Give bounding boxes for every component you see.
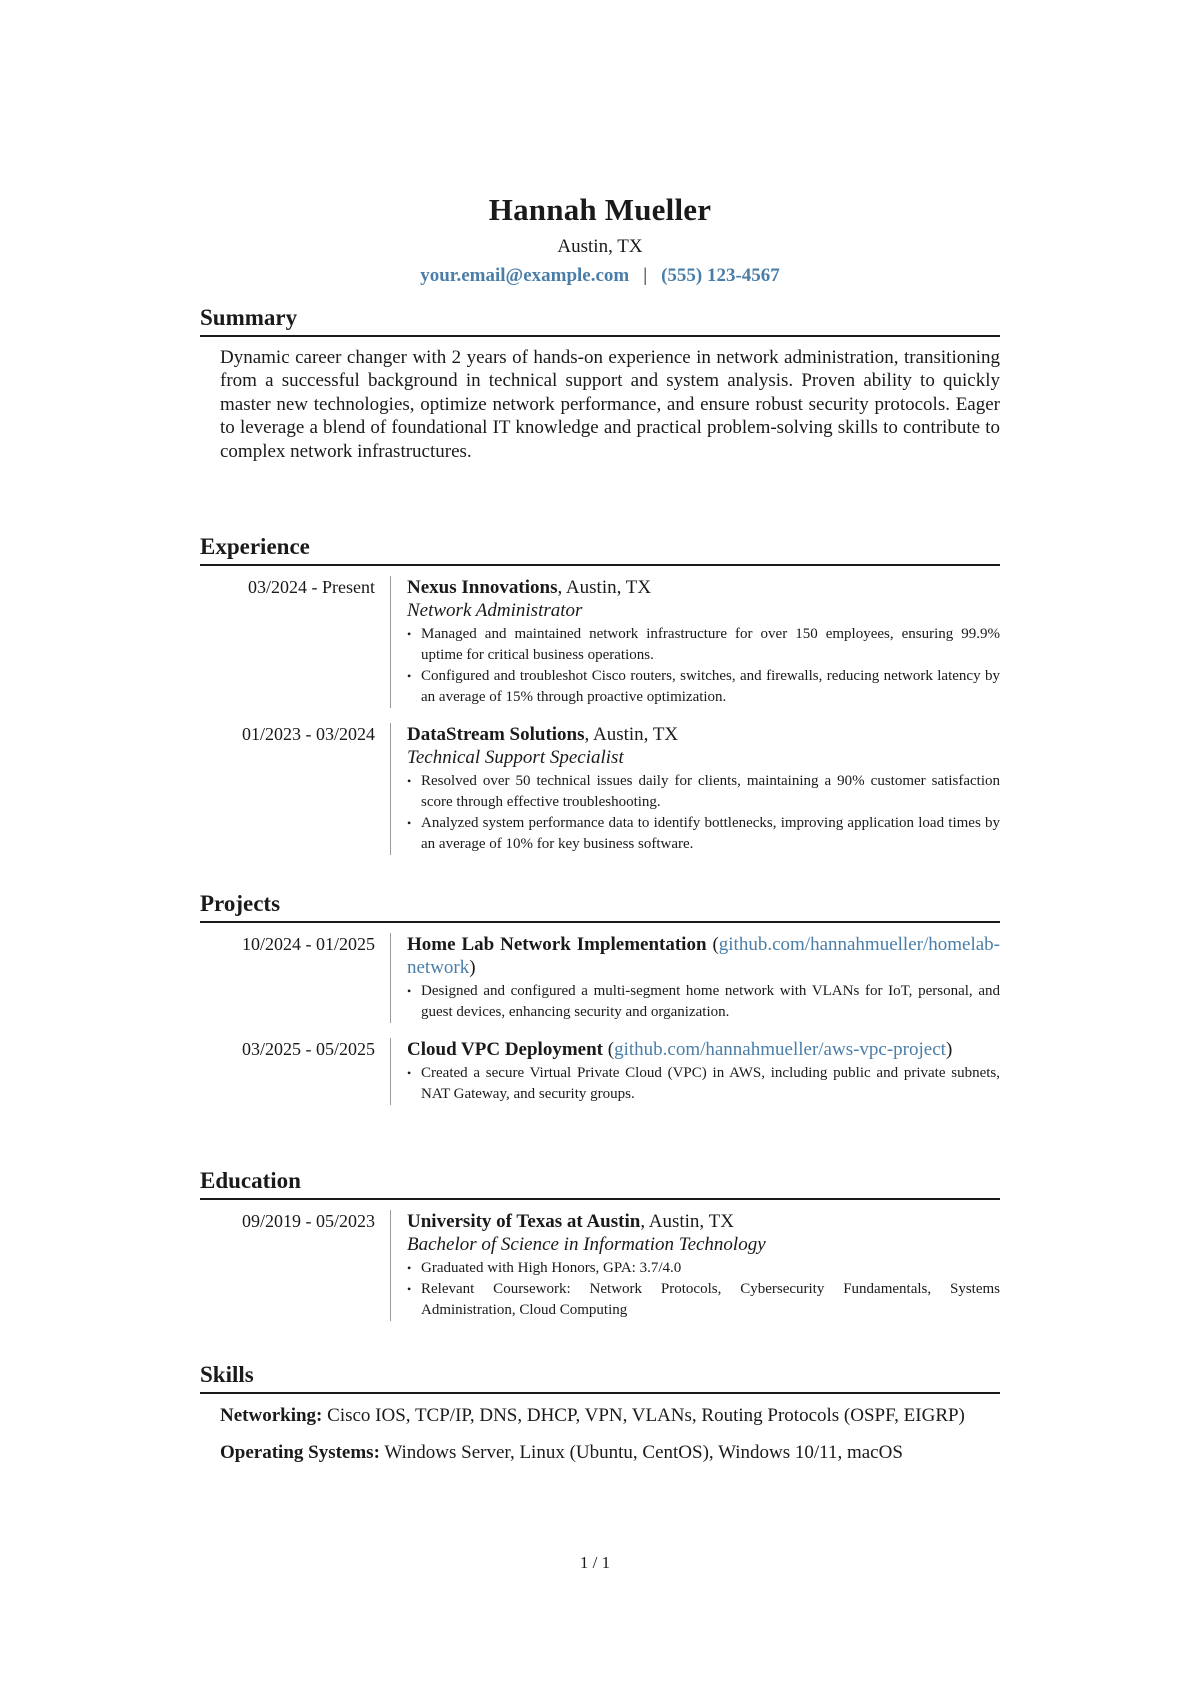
- entry-dates: 03/2024 - Present: [248, 577, 375, 597]
- experience-section: [200, 532, 1000, 855]
- education-entry: [200, 1210, 1000, 1321]
- project-name: Home Lab Network Implementation: [407, 934, 707, 955]
- experience-entry: [200, 723, 1000, 855]
- entry-dates: 09/2019 - 05/2023: [242, 1211, 375, 1231]
- bullet-item: • Relevant Coursework: Network Protocols, Cybersecurity Fundamentals, Systems Administration, Cloud Computing: [407, 1279, 1000, 1321]
- page-number: 1 / 1: [579, 1553, 611, 1572]
- contact-line: [200, 263, 1000, 289]
- organization-name: Nexus Innovations: [407, 577, 558, 598]
- section-title-experience: Experience: [200, 532, 1000, 566]
- section-title-summary: Summary: [200, 303, 1000, 337]
- project-name: Cloud VPC Deployment: [407, 1039, 603, 1060]
- bullet-item: • Managed and maintained network infrastructure for over 150 employees, ensuring 99.9% uptime for critical business operations.: [407, 624, 1000, 666]
- project-link[interactable]: github.com/hannahmueller/aws-vpc-project: [614, 1039, 946, 1060]
- resume-page: [200, 0, 1000, 1463]
- entry-body: [390, 933, 1000, 1023]
- skills-value: Cisco IOS, TCP/IP, DNS, DHCP, VPN, VLANs, Routing Protocols (OSPF, EIGRP): [322, 1405, 965, 1426]
- projects-section: [200, 889, 1000, 1105]
- skills-value: Windows Server, Linux (Ubuntu, CentOS), Windows 10/11, macOS: [379, 1442, 903, 1463]
- summary-text: Dynamic career changer with 2 years of hands-on experience in network administration, transitioning from a successful background in technical support and system analysis. Proven ability to quickly master new technologies, optimize network performance, and ensure robust security protocols. Eager to leverage a blend of foundational IT knowledge and practical problem-solving skills to contribute to complex network infrastructures.: [220, 347, 1000, 462]
- skills-label: Operating Systems:: [220, 1442, 380, 1463]
- phone-link[interactable]: (555) 123-4567: [661, 265, 780, 286]
- bullet-item: • Graduated with High Honors, GPA: 3.7/4.0: [407, 1258, 1000, 1279]
- project-entry: [200, 1038, 1000, 1105]
- skills-section: [200, 1360, 1000, 1465]
- section-title-skills: Skills: [200, 1360, 1000, 1394]
- entry-role: Network Administrator: [407, 600, 583, 621]
- paren-close: ): [945, 1039, 953, 1060]
- entry-body: [390, 576, 1000, 708]
- entry-dates: 10/2024 - 01/2025: [242, 934, 375, 954]
- entry-body: [390, 1210, 1000, 1321]
- candidate-location: Austin, TX: [557, 236, 643, 257]
- experience-entry: [200, 576, 1000, 708]
- bullet-item: • Configured and troubleshot Cisco routers, switches, and firewalls, reducing network latency by an average of 15% through proactive optimization.: [407, 666, 1000, 708]
- entry-bullets: [407, 771, 1000, 855]
- skills-line: [220, 1441, 1000, 1465]
- entry-organization: [407, 723, 1000, 746]
- entry-bullets: [407, 1063, 1000, 1105]
- bullet-item: • Designed and configured a multi-segment home network with VLANs for IoT, personal, and guest devices, enhancing security and organization.: [407, 981, 1000, 1023]
- entry-bullets: [407, 624, 1000, 708]
- project-link[interactable]: github.com/hannahmueller/homelab-network: [407, 934, 1000, 978]
- project-title: [407, 1038, 1000, 1061]
- entry-body: [390, 1038, 1000, 1105]
- skills-line: [220, 1404, 1000, 1428]
- bullet-item: • Resolved over 50 technical issues daily for clients, maintaining a 90% customer satisfaction score through effective troubleshooting.: [407, 771, 1000, 813]
- entry-role: Technical Support Specialist: [407, 747, 624, 768]
- summary-section: [200, 303, 1000, 463]
- candidate-name: Hannah Mueller: [488, 192, 712, 227]
- entry-bullets: [407, 981, 1000, 1023]
- organization-location: , Austin, TX: [557, 577, 652, 598]
- entry-dates: 03/2025 - 05/2025: [242, 1039, 375, 1059]
- institution-name: University of Texas at Austin: [407, 1211, 641, 1232]
- paren-open: (: [706, 934, 719, 955]
- entry-dates: 01/2023 - 03/2024: [242, 724, 375, 744]
- institution-location: , Austin, TX: [640, 1211, 734, 1232]
- education-section: [200, 1166, 1000, 1321]
- resume-header: [200, 0, 1000, 289]
- entry-organization: [407, 576, 1000, 599]
- section-title-projects: Projects: [200, 889, 1000, 923]
- contact-separator: |: [643, 265, 648, 286]
- organization-location: , Austin, TX: [584, 724, 679, 745]
- organization-name: DataStream Solutions: [407, 724, 585, 745]
- paren-open: (: [603, 1039, 615, 1060]
- skills-label: Networking:: [220, 1405, 323, 1426]
- project-title: [407, 933, 1000, 979]
- bullet-item: • Analyzed system performance data to identify bottlenecks, improving application load times by an average of 10% for key business software.: [407, 813, 1000, 855]
- email-link[interactable]: your.email@example.com: [420, 265, 630, 286]
- project-entry: [200, 933, 1000, 1023]
- bullet-item: • Created a secure Virtual Private Cloud (VPC) in AWS, including public and private subnets, NAT Gateway, and security groups.: [407, 1063, 1000, 1105]
- entry-degree: Bachelor of Science in Information Technology: [407, 1234, 766, 1255]
- entry-bullets: [407, 1258, 1000, 1321]
- entry-organization: [407, 1210, 1000, 1233]
- section-title-education: Education: [200, 1166, 1000, 1200]
- entry-body: [390, 723, 1000, 855]
- paren-close: ): [469, 957, 476, 978]
